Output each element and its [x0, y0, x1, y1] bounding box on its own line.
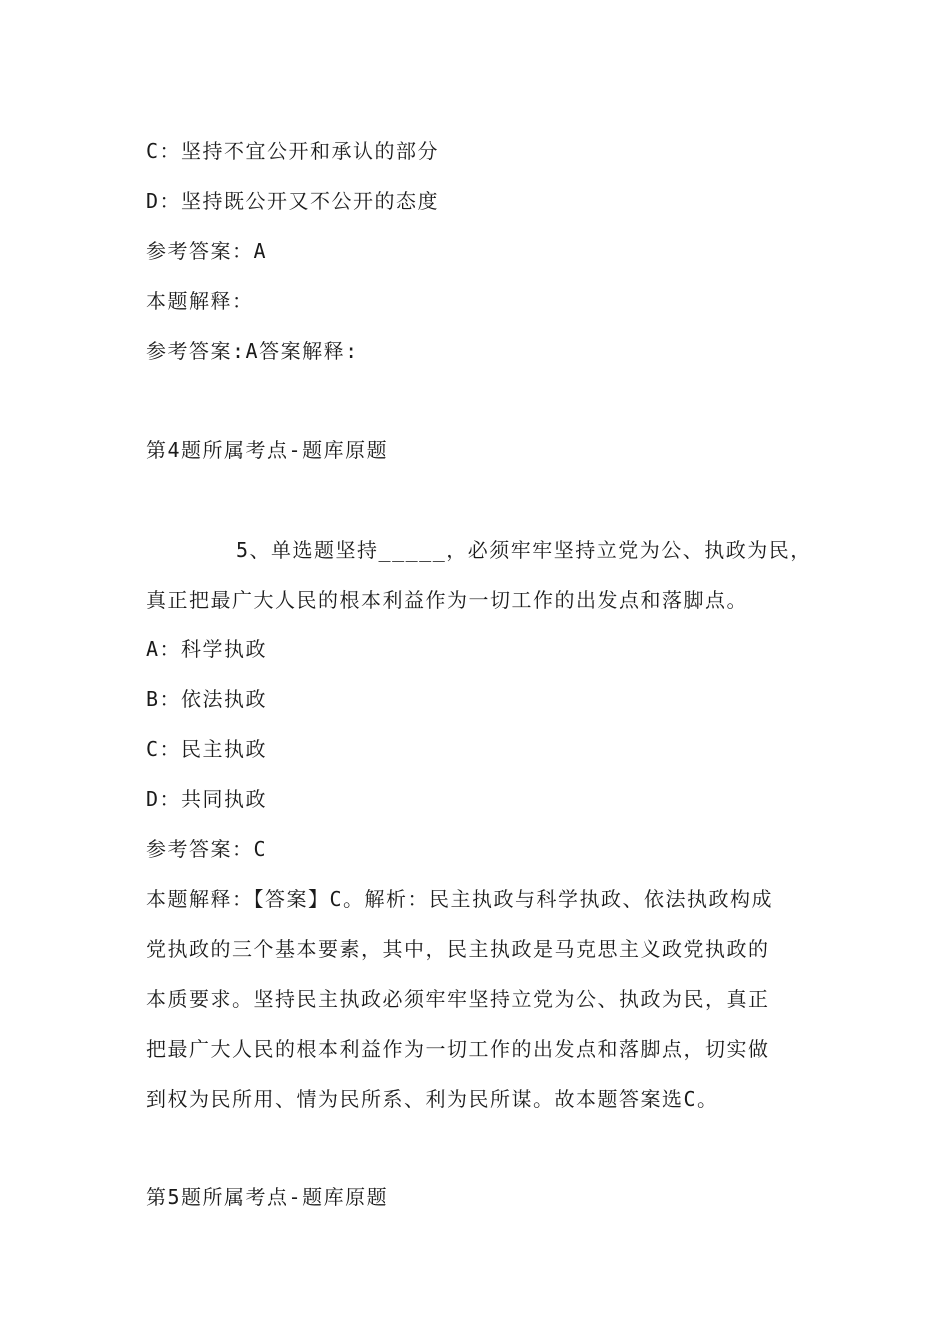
q5-stem-line1: 5、单选题坚持_____，必须牢牢坚持立党为公、执政为民， [236, 538, 812, 562]
q5-option-d: D：共同执政 [146, 787, 268, 811]
q5-explanation-line: 本题解释：【答案】C。解析：民主执政与科学执政、依法执政构成 [146, 887, 774, 911]
q4-answer: 参考答案：A [146, 239, 268, 263]
q5-explanation-line: 党执政的三个基本要素，其中，民主执政是马克思主义政党执政的 [146, 937, 770, 961]
q4-option-d: D：坚持既公开又不公开的态度 [146, 189, 440, 213]
q5-option-c: C：民主执政 [146, 737, 268, 761]
q4-answer-explanation: 参考答案:A答案解释: [146, 339, 359, 363]
q5-option-a: A：科学执政 [146, 637, 268, 661]
q5-topic: 第5题所属考点-题库原题 [146, 1185, 389, 1209]
q4-option-c: C：坚持不宜公开和承认的部分 [146, 139, 440, 163]
q5-explanation-line: 把最广大人民的根本利益作为一切工作的出发点和落脚点，切实做 [146, 1037, 770, 1061]
q5-explanation-line: 本质要求。坚持民主执政必须牢牢坚持立党为公、执政为民，真正 [146, 987, 770, 1011]
q4-topic: 第4题所属考点-题库原题 [146, 438, 389, 462]
q5-option-b: B：依法执政 [146, 687, 268, 711]
q5-answer: 参考答案：C [146, 837, 268, 861]
q5-stem-line2: 真正把最广大人民的根本利益作为一切工作的出发点和落脚点。 [146, 588, 748, 612]
q5-explanation-line: 到权为民所用、情为民所系、利为民所谋。故本题答案选C。 [146, 1087, 719, 1111]
q4-explanation: 本题解释： [146, 289, 254, 313]
